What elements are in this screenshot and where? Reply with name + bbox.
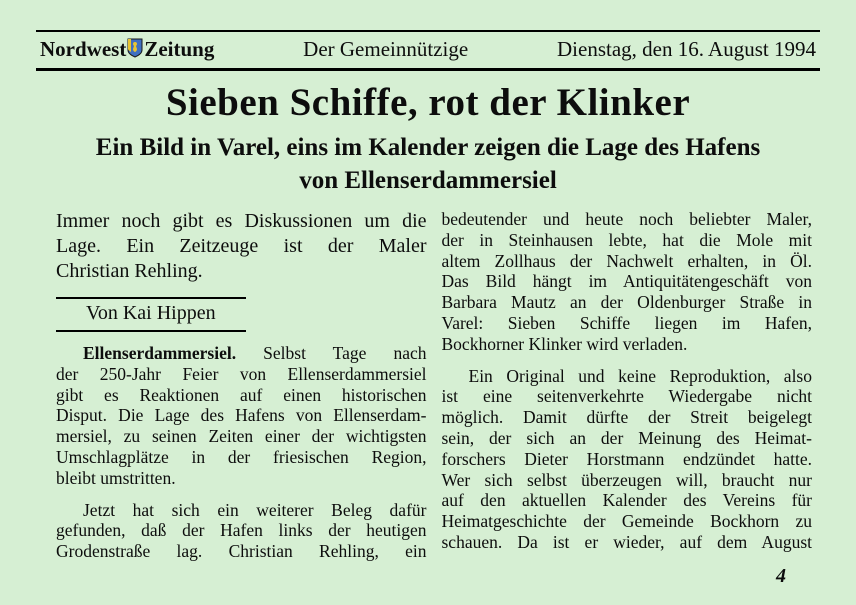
text-line: Wer sich selbst überzeugen will, braucht nur [441, 469, 812, 490]
text-line: auf den aktuellen Kalender des Vereins für [441, 490, 812, 511]
text-line: der 250-Jahr Feier von Ellenserdammersiel [56, 363, 427, 384]
text-line: gibt es Reaktionen auf einen historischen [56, 384, 427, 405]
text-line: Immer noch gibt es Diskussionen um die [56, 210, 427, 232]
byline: Von Kai Hippen [56, 297, 246, 332]
text-line: Bockhorner Klinker wird verladen. [441, 333, 688, 354]
brand-right-label: Zeitung [144, 36, 215, 61]
newspaper-brand [40, 36, 214, 62]
masthead-date: Dienstag, den 16. August 1994 [557, 36, 816, 61]
text-line: Christian Rehling. [56, 260, 203, 282]
text-line: möglich. Damit dürfte der Streit beigelegt [441, 407, 812, 428]
article-body [56, 209, 812, 562]
paragraph [442, 366, 813, 553]
text-line: Disput. Die Lage des Hafens von Ellenserdam- [56, 405, 427, 426]
text-line: Umschlagplätze in der friesischen Region, [56, 446, 427, 467]
text-line: Das Bild hängt im Antiquitätengeschäft von [441, 271, 812, 292]
brand-left-label: Nordwest [40, 36, 127, 61]
paragraph [442, 209, 813, 355]
text-line: altem Zollhaus der Nachwelt erhalten, in Öl. [441, 250, 812, 271]
text-line: bedeutender und heute noch beliebter Maler, [441, 209, 812, 229]
masthead-motto: Der Gemeinnützige [303, 36, 469, 61]
article-headline: Sieben Schiffe, rot der Klinker [165, 81, 691, 124]
coat-of-arms-icon [127, 38, 143, 64]
text-line: Varel: Sieben Schiffe liegen im Hafen, [441, 312, 812, 333]
text-line: der in Steinhausen lebte, hat die Mole mit [441, 229, 812, 250]
lead-paragraph [56, 209, 427, 284]
text-line: bleibt umstritten. [56, 467, 176, 488]
text-line: Lage. Ein Zeitzeuge ist der Maler [56, 235, 427, 257]
page-number: 4 [776, 564, 786, 587]
text-line: Jetzt hat sich ein weiterer Beleg dafür [83, 499, 427, 520]
text-line: forschers Dieter Horstmann endzündet hatte. [441, 448, 812, 469]
article-column-right [442, 209, 813, 562]
paragraph [56, 500, 427, 562]
subheadline-line-1: Ein Bild in Varel, eins im Kalender zeigen die Lage des Hafens [95, 134, 761, 161]
text-line: ist eine seitenverkehrte Wiedergabe nicht [441, 386, 812, 407]
text-line: mersiel, zu seinen Zeiten einer der wichtigsten [56, 426, 427, 447]
article-subheadline [0, 131, 856, 197]
article-column-left [56, 209, 427, 562]
paragraph [56, 343, 427, 489]
text-line: Barbara Mautz an der Oldenburger Straße in [441, 292, 812, 313]
text-line: schauen. Da ist er wieder, auf dem August [441, 531, 812, 552]
text-line: Ein Original und keine Reproduktion, also [468, 365, 812, 386]
text-line: Ellenserdammersiel. Selbst Tage nach [83, 343, 427, 363]
paragraph-lead-in: Ellenserdammersiel. [83, 343, 237, 363]
text-line: Grodenstraße lag. Christian Rehling, ein [56, 541, 427, 562]
subheadline-line-2: von Ellenserdammersiel [299, 167, 557, 194]
text-line: gefunden, daß der Hafen links der heutigen [56, 520, 427, 541]
masthead [36, 30, 820, 71]
text-line: sein, der sich an der Meinung des Heimat- [441, 427, 812, 448]
text-line: Heimatgeschichte der Gemeinde Bockhorn zu [441, 511, 812, 532]
